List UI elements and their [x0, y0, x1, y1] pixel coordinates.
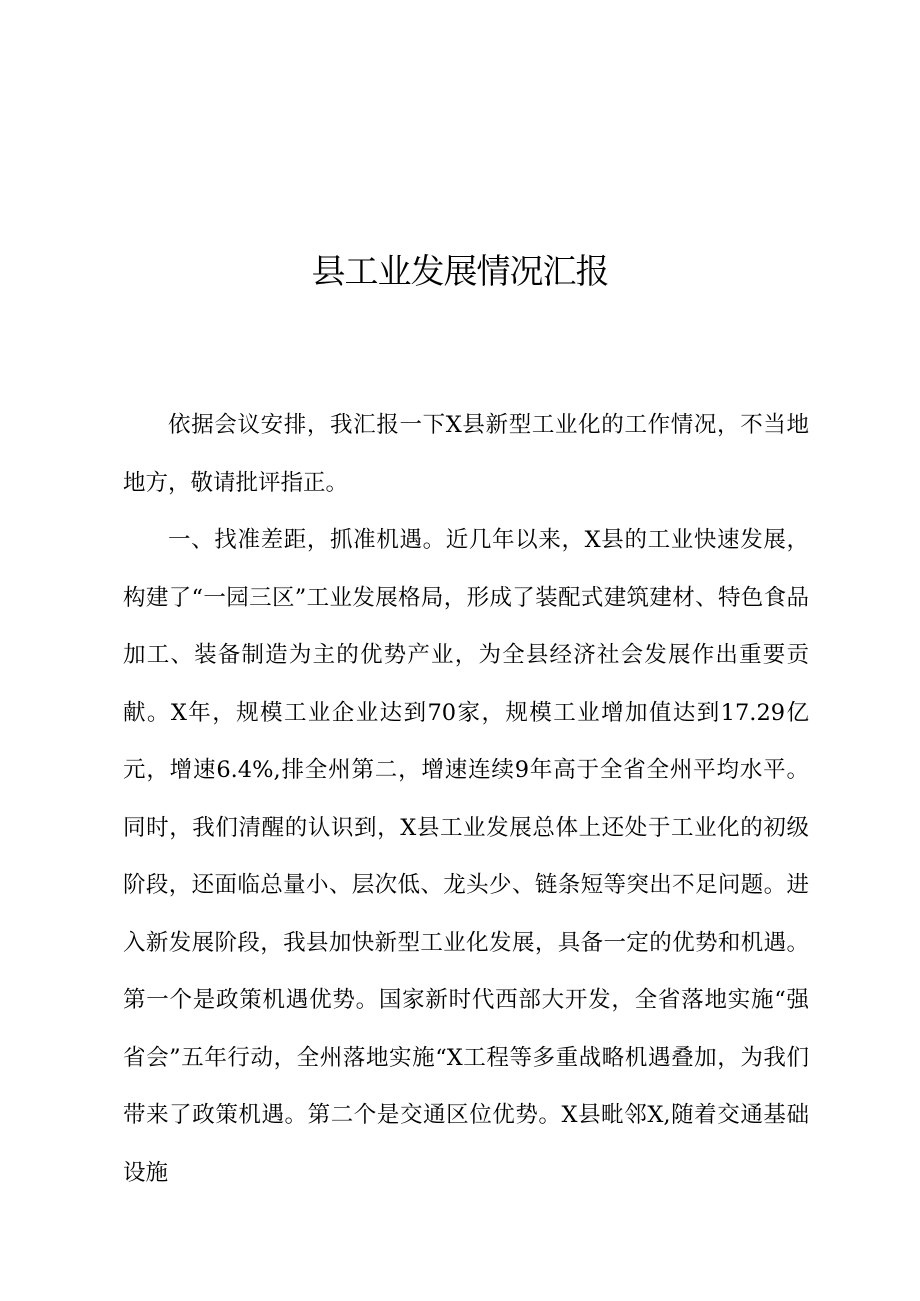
document-title: 县工业发展情况汇报	[311, 252, 609, 292]
paragraph-intro: 依据会议安排，我汇报一下X县新型工业化的工作情况，不当地地方，敬请批评指正。	[123, 412, 809, 496]
paragraph-section-one: 一、找准差距，抓准机遇。近几年以来，X县的工业快速发展，构建了“一园三区”工业发展格局，形成了装配式建筑建材、特色食品加工、装备制造为主的优势产业，为全县经济社会发展作出重要贡献。X年，规模工业企业达到70家，规模工业增加值达到17.29亿元，增速6.4%,排全州第二，增速连续9年高于全省全州平均水平。同时，我们清醒的认识到，X县工业发展总体上还处于工业化的初级阶段，还面临总量小、层次低、龙头少、链条短等突出不足问题。进入新发展阶段，我县加快新型工业化发展，具备一定的优势和机遇。第一个是政策机遇优势。国家新时代西部大开发，全省落地实施“强省会”五年行动，全州落地实施“X工程等多重战略机遇叠加，为我们带来了政策机遇。第二个是交通区位优势。X县毗邻X,随着交通基础设施	[123, 527, 809, 1186]
document-body	[123, 397, 809, 1202]
